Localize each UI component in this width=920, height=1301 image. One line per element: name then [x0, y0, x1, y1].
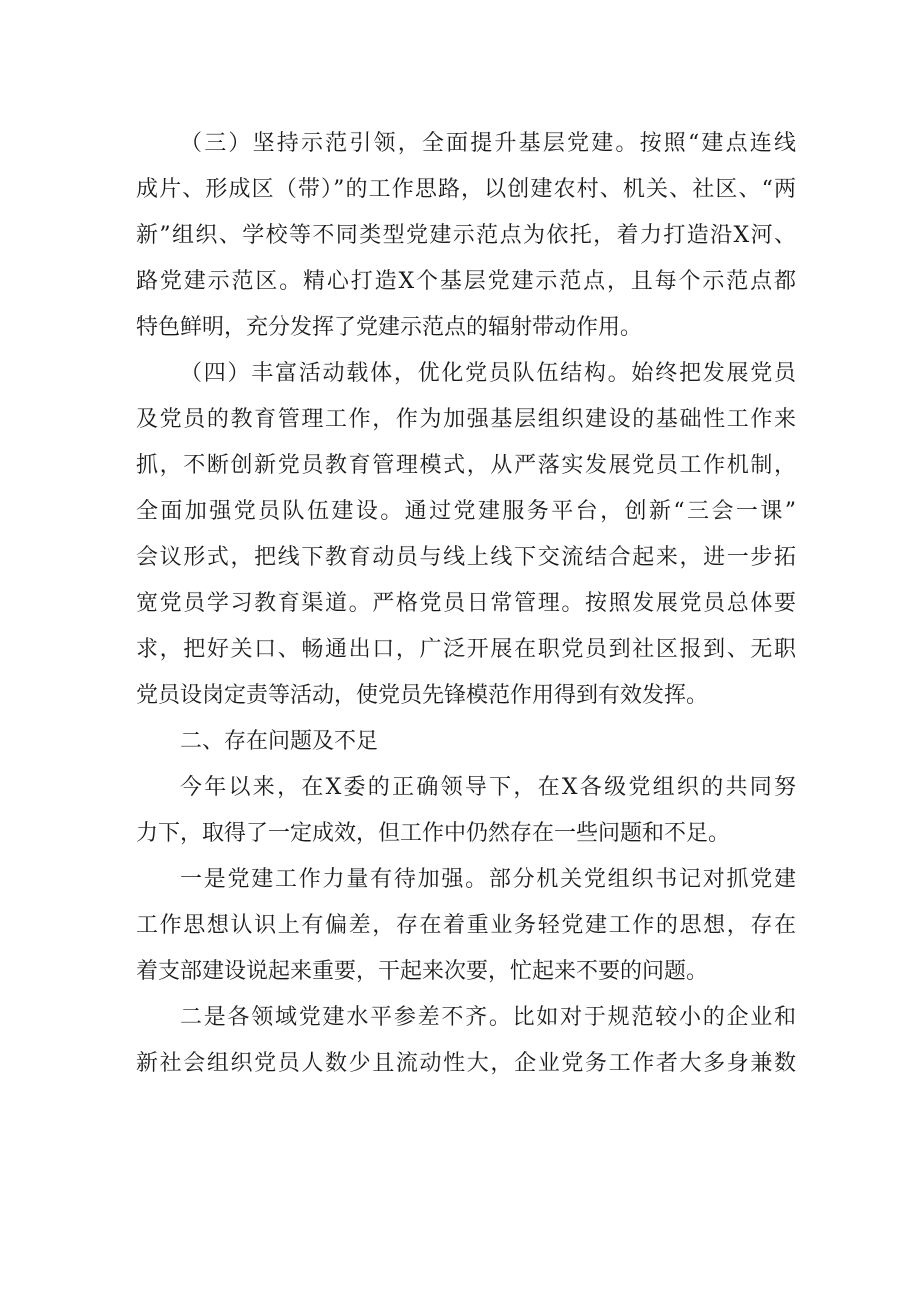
paragraph-line: 求，把好关口、畅通出口，广泛开展在职党员到社区报到、无职: [136, 637, 796, 662]
paragraph-intro-problems: [136, 765, 796, 857]
paragraph-line: （四）丰富活动载体，优化党员队伍结构。始终把发展党员: [180, 361, 796, 386]
paragraph-line: 二是各领域党建水平参差不齐。比如对于规范较小的企业和: [180, 1005, 796, 1030]
paragraph-line: 工作思想认识上有偏差，存在着重业务轻党建工作的思想，存在: [136, 913, 796, 938]
paragraph-line: 及党员的教育管理工作，作为加强基层组织建设的基础性工作来: [136, 407, 796, 432]
paragraph-section-3: [136, 121, 796, 351]
paragraph-line: 会议形式，把线下教育动员与线上线下交流结合起来，进一步拓: [136, 545, 796, 570]
paragraph-line: 宽党员学习教育渠道。严格党员日常管理。按照发展党员总体要: [136, 591, 796, 616]
paragraph-line: 路党建示范区。精心打造X个基层党建示范点，且每个示范点都: [136, 269, 796, 294]
paragraph-line: 力下，取得了一定成效，但工作中仍然存在一些问题和不足。: [136, 821, 731, 846]
paragraph-line: 着支部建设说起来重要，干起来次要，忙起来不要的问题。: [136, 959, 709, 984]
paragraph-problem-2: [136, 995, 796, 1087]
section-heading-2: [136, 719, 796, 765]
paragraph-line: 一是党建工作力量有待加强。部分机关党组织书记对抓党建: [180, 867, 796, 892]
paragraph-line: 今年以来，在X委的正确领导下，在X各级党组织的共同努: [180, 775, 796, 800]
paragraph-section-4: [136, 351, 796, 719]
paragraph-line: 成片、形成区（带）”的工作思路，以创建农村、机关、社区、“两: [136, 177, 796, 202]
paragraph-line: （三）坚持示范引领，全面提升基层党建。按照“建点连线: [180, 131, 796, 156]
paragraph-line: 抓，不断创新党员教育管理模式，从严落实发展党员工作机制，: [136, 453, 796, 478]
section-heading: 二、存在问题及不足: [180, 729, 379, 754]
paragraph-line: 新社会组织党员人数少且流动性大，企业党务工作者大多身兼数: [136, 1051, 796, 1076]
document-body: [136, 121, 796, 1087]
paragraph-line: 党员设岗定责等活动，使党员先锋模范作用得到有效发挥。: [136, 683, 709, 708]
paragraph-problem-1: [136, 857, 796, 995]
paragraph-line: 特色鲜明，充分发挥了党建示范点的辐射带动作用。: [136, 315, 643, 340]
paragraph-line: 全面加强党员队伍建设。通过党建服务平台，创新“三会一课”: [136, 499, 796, 524]
paragraph-line: 新”组织、学校等不同类型党建示范点为依托，着力打造沿X河、: [136, 223, 796, 248]
